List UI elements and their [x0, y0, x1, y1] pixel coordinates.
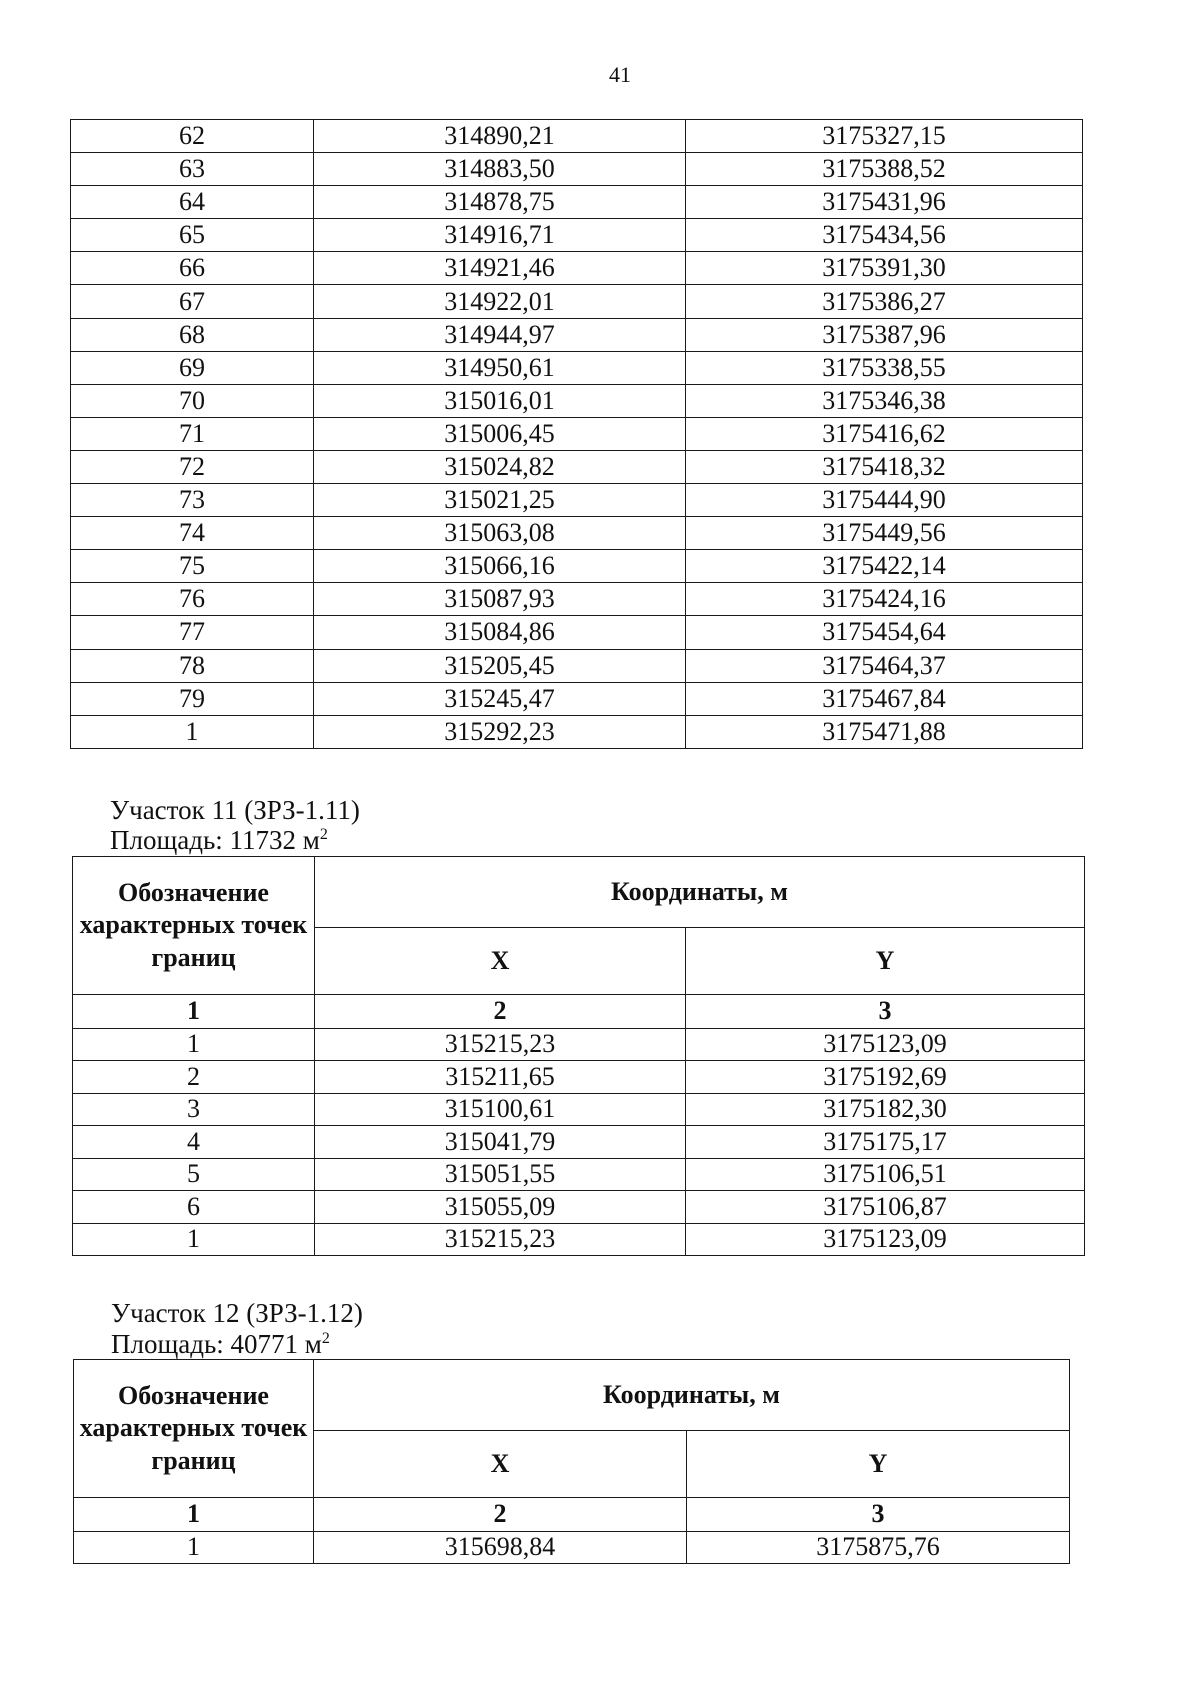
y-coordinate-cell: 3175106,51 [686, 1158, 1085, 1191]
x-coordinate-cell: 315006,45 [314, 417, 686, 450]
y-coordinate-cell: 3175182,30 [686, 1093, 1085, 1126]
x-coordinate-cell: 315084,86 [314, 616, 686, 649]
y-coordinate-cell: 3175444,90 [686, 484, 1083, 517]
table-row [71, 252, 1083, 285]
table-row [71, 682, 1083, 715]
column-number-1: 1 [73, 995, 315, 1029]
y-coordinate-cell: 3175454,64 [686, 616, 1083, 649]
point-id-cell: 72 [71, 450, 314, 483]
table-row [71, 318, 1083, 351]
area-label: Площадь: 11732 м [110, 825, 320, 855]
area-superscript: 2 [319, 826, 328, 843]
point-id-cell: 6 [73, 1191, 315, 1224]
point-id-cell: 79 [71, 682, 314, 715]
y-coordinate-cell: 3175875,76 [687, 1531, 1070, 1564]
table-row [71, 186, 1083, 219]
y-coordinate-cell: 3175192,69 [686, 1061, 1085, 1094]
x-coordinate-cell: 315021,25 [314, 484, 686, 517]
point-id-cell: 77 [71, 616, 314, 649]
coordinates-header: Координаты, м [314, 1360, 1070, 1431]
coordinates-table-continued [70, 119, 1083, 749]
point-id-cell: 70 [71, 384, 314, 417]
table-row [74, 1531, 1070, 1564]
section-12-area [111, 1330, 330, 1360]
table-row [73, 1093, 1085, 1126]
table-row [73, 1028, 1085, 1061]
table-row [71, 219, 1083, 252]
x-coordinate-cell: 314883,50 [314, 153, 686, 186]
point-id-cell: 65 [71, 219, 314, 252]
column-number-1: 1 [74, 1498, 314, 1532]
table-row [71, 583, 1083, 616]
x-coordinate-cell: 314944,97 [314, 318, 686, 351]
point-id-cell: 73 [71, 484, 314, 517]
table-body [74, 1531, 1070, 1564]
y-coordinate-cell: 3175175,17 [686, 1126, 1085, 1159]
point-id-cell: 68 [71, 318, 314, 351]
x-coordinate-cell: 315215,23 [315, 1223, 686, 1256]
point-designation-header: Обозначение характерных точек границ [73, 857, 315, 995]
y-coordinate-cell: 3175424,16 [686, 583, 1083, 616]
table-row [71, 450, 1083, 483]
table-row [73, 1061, 1085, 1094]
column-number-3: 3 [686, 995, 1085, 1029]
y-coordinate-cell: 3175388,52 [686, 153, 1083, 186]
table-row [71, 384, 1083, 417]
page-number: 41 [609, 62, 631, 87]
column-number-2: 2 [315, 995, 686, 1029]
point-id-cell: 63 [71, 153, 314, 186]
point-id-cell: 1 [74, 1531, 314, 1564]
y-coordinate-cell: 3175418,32 [686, 450, 1083, 483]
table-row [73, 1126, 1085, 1159]
x-coordinate-cell: 315087,93 [314, 583, 686, 616]
table-body [71, 120, 1083, 749]
y-coordinate-cell: 3175471,88 [686, 715, 1083, 748]
x-coordinate-cell: 315245,47 [314, 682, 686, 715]
y-coordinate-cell: 3175123,09 [686, 1028, 1085, 1061]
table-row [71, 715, 1083, 748]
y-coordinate-cell: 3175327,15 [686, 120, 1083, 153]
x-coordinate-cell: 315041,79 [315, 1126, 686, 1159]
point-designation-header: Обозначение характерных точек границ [74, 1360, 314, 1498]
point-id-cell: 66 [71, 252, 314, 285]
table-row [71, 285, 1083, 318]
point-id-cell: 5 [73, 1158, 315, 1191]
y-coordinate-cell: 3175123,09 [686, 1223, 1085, 1256]
x-coordinate-cell: 315055,09 [315, 1191, 686, 1224]
point-id-cell: 2 [73, 1061, 315, 1094]
section-11-coordinates-table [72, 856, 1085, 1256]
y-coordinate-cell: 3175431,96 [686, 186, 1083, 219]
x-coordinate-cell: 314950,61 [314, 351, 686, 384]
point-id-cell: 67 [71, 285, 314, 318]
y-coordinate-cell: 3175422,14 [686, 550, 1083, 583]
y-coordinate-cell: 3175338,55 [686, 351, 1083, 384]
x-coordinate-cell: 314916,71 [314, 219, 686, 252]
table-row [71, 120, 1083, 153]
table-row [71, 550, 1083, 583]
section-12-coordinates-table [73, 1359, 1070, 1564]
y-coordinate-cell: 3175464,37 [686, 649, 1083, 682]
section-11-title: Участок 11 (ЗРЗ-1.11) [110, 795, 360, 825]
x-coordinate-cell: 314878,75 [314, 186, 686, 219]
table-row [71, 417, 1083, 450]
x-coordinate-cell: 315100,61 [315, 1093, 686, 1126]
y-coordinate-cell: 3175467,84 [686, 682, 1083, 715]
x-coordinate-cell: 315205,45 [314, 649, 686, 682]
section-11-area [110, 826, 328, 856]
point-id-cell: 1 [73, 1028, 315, 1061]
point-id-cell: 3 [73, 1093, 315, 1126]
y-coordinate-cell: 3175449,56 [686, 517, 1083, 550]
point-id-cell: 64 [71, 186, 314, 219]
point-id-cell: 62 [71, 120, 314, 153]
x-coordinate-cell: 315051,55 [315, 1158, 686, 1191]
point-id-cell: 1 [71, 715, 314, 748]
x-coordinate-cell: 314890,21 [314, 120, 686, 153]
point-id-cell: 4 [73, 1126, 315, 1159]
point-id-cell: 1 [73, 1223, 315, 1256]
x-coordinate-cell: 315698,84 [314, 1531, 687, 1564]
point-id-cell: 75 [71, 550, 314, 583]
x-coordinate-cell: 315063,08 [314, 517, 686, 550]
column-number-2: 2 [314, 1498, 687, 1532]
x-coordinate-cell: 315211,65 [315, 1061, 686, 1094]
x-coordinate-cell: 315016,01 [314, 384, 686, 417]
y-header: Y [686, 928, 1085, 995]
table-row [71, 484, 1083, 517]
y-coordinate-cell: 3175434,56 [686, 219, 1083, 252]
table-row [71, 153, 1083, 186]
point-id-cell: 69 [71, 351, 314, 384]
table-row [71, 649, 1083, 682]
table-row [71, 351, 1083, 384]
x-coordinate-cell: 314922,01 [314, 285, 686, 318]
x-coordinate-cell: 315066,16 [314, 550, 686, 583]
y-coordinate-cell: 3175387,96 [686, 318, 1083, 351]
x-header: X [315, 928, 686, 995]
x-header: X [314, 1431, 687, 1498]
table-row [73, 1158, 1085, 1191]
y-coordinate-cell: 3175391,30 [686, 252, 1083, 285]
x-coordinate-cell: 314921,46 [314, 252, 686, 285]
x-coordinate-cell: 315292,23 [314, 715, 686, 748]
section-12-title: Участок 12 (ЗРЗ-1.12) [111, 1298, 363, 1328]
point-id-cell: 78 [71, 649, 314, 682]
point-id-cell: 76 [71, 583, 314, 616]
table-row [71, 616, 1083, 649]
point-id-cell: 71 [71, 417, 314, 450]
table-row [73, 1191, 1085, 1224]
y-coordinate-cell: 3175346,38 [686, 384, 1083, 417]
area-label: Площадь: 40771 м [111, 1329, 322, 1359]
table-body [73, 1028, 1085, 1256]
point-id-cell: 74 [71, 517, 314, 550]
x-coordinate-cell: 315215,23 [315, 1028, 686, 1061]
coordinates-header: Координаты, м [315, 857, 1085, 928]
y-header: Y [687, 1431, 1070, 1498]
table-row [71, 517, 1083, 550]
y-coordinate-cell: 3175416,62 [686, 417, 1083, 450]
area-superscript: 2 [321, 1330, 330, 1347]
table-row [73, 1223, 1085, 1256]
y-coordinate-cell: 3175106,87 [686, 1191, 1085, 1224]
x-coordinate-cell: 315024,82 [314, 450, 686, 483]
y-coordinate-cell: 3175386,27 [686, 285, 1083, 318]
column-number-3: 3 [687, 1498, 1070, 1532]
